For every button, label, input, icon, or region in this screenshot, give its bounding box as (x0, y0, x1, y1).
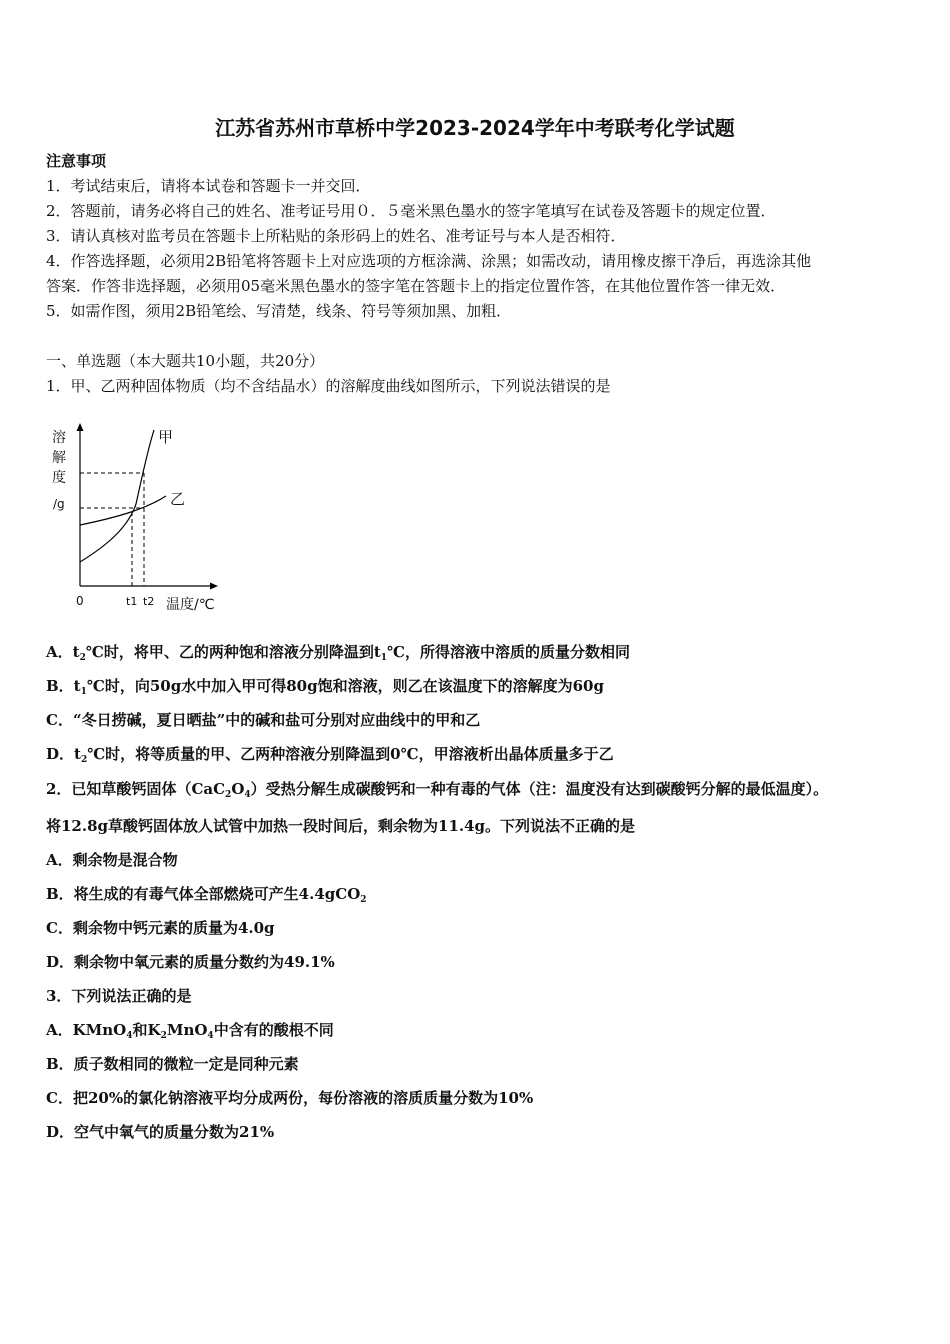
curve-jia-label: 甲 (158, 428, 174, 446)
y-axis-label: 解 (52, 450, 66, 466)
q1-option-b: B．$t_1℃$时，向50g水中加入甲可得80g饱和溶液，则乙在该温度下的溶解度为60g (46, 677, 604, 697)
notice-heading: 注意事项 (46, 152, 107, 170)
section-heading: 一、单选题（本大题共10小题，共20分） (46, 352, 325, 370)
page-title: 江苏省苏州市草桥中学2023-2024学年中考联考化学试题 (215, 116, 735, 140)
notice-item: 4．作答选择题，必须用2B铅笔将答题卡上对应选项的方框涂满、涂黑；如需改动，请用橡皮擦干净后，再选涂其他 (46, 252, 812, 270)
question-3-stem: 3．下列说法正确的是 (46, 987, 192, 1005)
t2-label: t2 (143, 595, 155, 608)
y-axis-arrow (77, 423, 84, 431)
notice-item: 5．如需作图，须用2B铅笔绘、写清楚，线条、符号等须加黑、加粗． (46, 302, 512, 320)
q2-option-a: A．剩余物是混合物 (46, 851, 178, 869)
curve-jia (80, 430, 154, 562)
x-axis-label: 温度/℃ (166, 597, 215, 613)
question-2-stem-continued: 将12.8g草酸钙固体放人试管中加热一段时间后，剩余物为11.4g。下列说法不正确的是 (46, 817, 636, 835)
q2-option-b: B．将生成的有毒气体全部燃烧可产生4.4gCO$_2$ (46, 885, 367, 905)
curve-yi (80, 496, 166, 525)
q3-option-d: D．空气中氧气的质量分数为21% (46, 1123, 275, 1141)
y-axis-label: 溶 (52, 430, 66, 446)
notice-item: 2．答题前，请务必将自己的姓名、准考证号用０．５毫米黑色墨水的签字笔填写在试卷及答题卡的规定位置． (46, 202, 776, 220)
curve-yi-label: 乙 (170, 490, 186, 508)
q1-option-d: D．$t_2℃$时，将等质量的甲、乙两种溶液分别降温到0℃，甲溶液析出晶体质量多于乙 (46, 745, 614, 765)
q1-option-c: C．“冬日捞碱，夏日晒盐”中的碱和盐可分别对应曲线中的甲和乙 (46, 711, 481, 729)
y-axis-unit: /g (53, 497, 65, 511)
solubility-curve-graph (44, 420, 244, 620)
y-axis-label: 度 (52, 470, 66, 486)
notice-item: 答案．作答非选择题，必须用05毫米黑色墨水的签字笔在答题卡上的指定位置作答，在其他位置作答一律无效． (46, 277, 786, 295)
notice-item: 1．考试结束后，请将本试卷和答题卡一并交回． (46, 177, 371, 195)
notice-item: 3．请认真核对监考员在答题卡上所粘贴的条形码上的姓名、准考证号与本人是否相符． (46, 227, 626, 245)
origin-label: 0 (76, 594, 84, 608)
t1-label: t1 (126, 595, 138, 608)
q3-option-b: B．质子数相同的微粒一定是同种元素 (46, 1055, 299, 1073)
q2-option-c: C．剩余物中钙元素的质量为4.0g (46, 919, 275, 937)
question-1-stem: 1．甲、乙两种固体物质（均不含结晶水）的溶解度曲线如图所示，下列说法错误的是 (46, 377, 611, 395)
q1-option-a: A．$t_2℃$时，将甲、乙的两种饱和溶液分别降温到$t_1℃$，所得溶液中溶质的质量分数相同 (46, 643, 630, 663)
question-2-stem: 2．已知草酸钙固体$(CaC_2O_4)$受热分解生成碳酸钙和一种有毒的气体（注：温度没有达到碳酸钙分解的最低温度）。 (46, 780, 829, 800)
q3-option-c: C．把20%的氯化钠溶液平均分成两份，每份溶液的溶质质量分数为10% (46, 1089, 534, 1107)
q2-option-d: D．剩余物中氧元素的质量分数约为49.1% (46, 953, 335, 971)
x-axis-arrow (210, 583, 218, 590)
q3-option-a: A．KMnO$_4$和$K_2MnO_4$中含有的酸根不同 (46, 1021, 334, 1041)
